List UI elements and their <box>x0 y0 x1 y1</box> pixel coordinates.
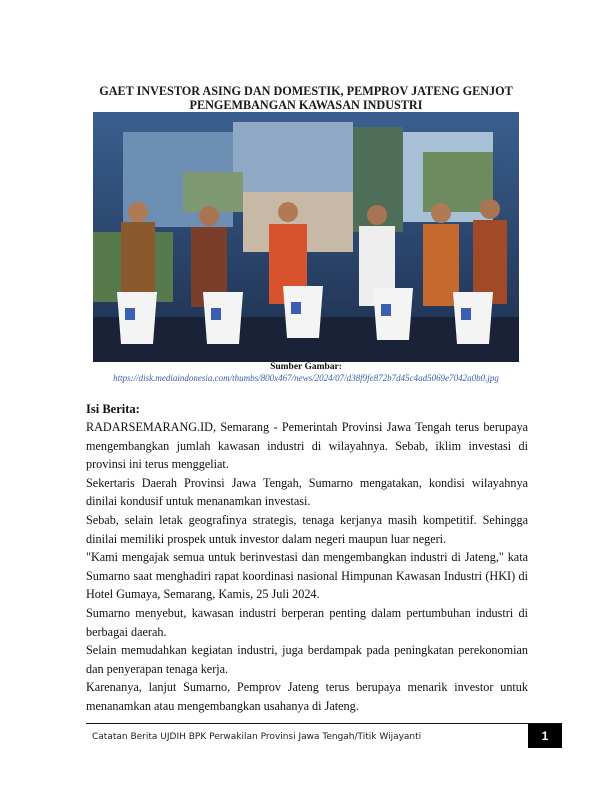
paragraph: Selain memudahkan kegiatan industri, juga berdampak pada peningkatan perekonomian dan penyerapan tenaga kerja. <box>86 643 528 676</box>
page-number: 1 <box>528 724 562 748</box>
paragraph: RADARSEMARANG.ID, Semarang - Pemerintah Provinsi Jawa Tengah terus berupaya mengembangkan jumlah kawasan industri di wilayahnya. Sebab, iklim investasi di provinsi ini terus menggeliat. <box>86 420 528 472</box>
footer-text: Catatan Berita UJDIH BPK Perwakilan Provinsi Jawa Tengah/Titik Wijayanti <box>92 732 422 742</box>
article-title <box>80 84 532 112</box>
article-title-line-1: GAET INVESTOR ASING DAN DOMESTIK, PEMPROV JATENG GENJOT <box>99 84 513 98</box>
image-source-link[interactable]: https://disk.mediaindonesia.com/thumbs/800x467/news/2024/07/d38f9fe872b7d45c4ad5069e7042a0b0.jpg <box>113 373 499 383</box>
paragraph: Karenanya, lanjut Sumarno, Pemprov Jateng terus berupaya menarik investor untuk menanamkan atau mengembangkan usahanya di Jateng. <box>86 680 528 713</box>
article-title-line-2: PENGEMBANGAN KAWASAN INDUSTRI <box>189 98 423 112</box>
paragraph: Sekertaris Daerah Provinsi Jawa Tengah, Sumarno mengatakan, kondisi wilayahnya dinilai kondusif untuk menanamkan investasi. <box>86 475 528 509</box>
news-photo <box>93 112 519 362</box>
paragraph: "Kami mengajak semua untuk berinvestasi dan mengembangkan industri di Jateng," kata Sumarno saat menghadiri rapat koordinasi nasional Himpunan Kawasan Industri (HKI) di Hotel Gumaya, Semarang, Kamis, 25 Juli 2024. <box>86 550 528 602</box>
footer-divider <box>86 723 562 724</box>
section-heading: Isi Berita: <box>86 402 140 416</box>
paragraph: Sumarno menyebut, kawasan industri berperan penting dalam pertumbuhan industri di berbagai daerah. <box>86 605 528 639</box>
news-photo-illustration <box>93 112 519 362</box>
article-body <box>86 418 528 716</box>
paragraph: Sebab, selain letak geografinya strategis, tenaga kerjanya masih kompetitif. Sehingga dinilai memiliki prospek untuk investor dalam negeri maupun luar negeri. <box>86 512 528 546</box>
image-caption-label: Sumber Gambar: <box>270 362 342 372</box>
